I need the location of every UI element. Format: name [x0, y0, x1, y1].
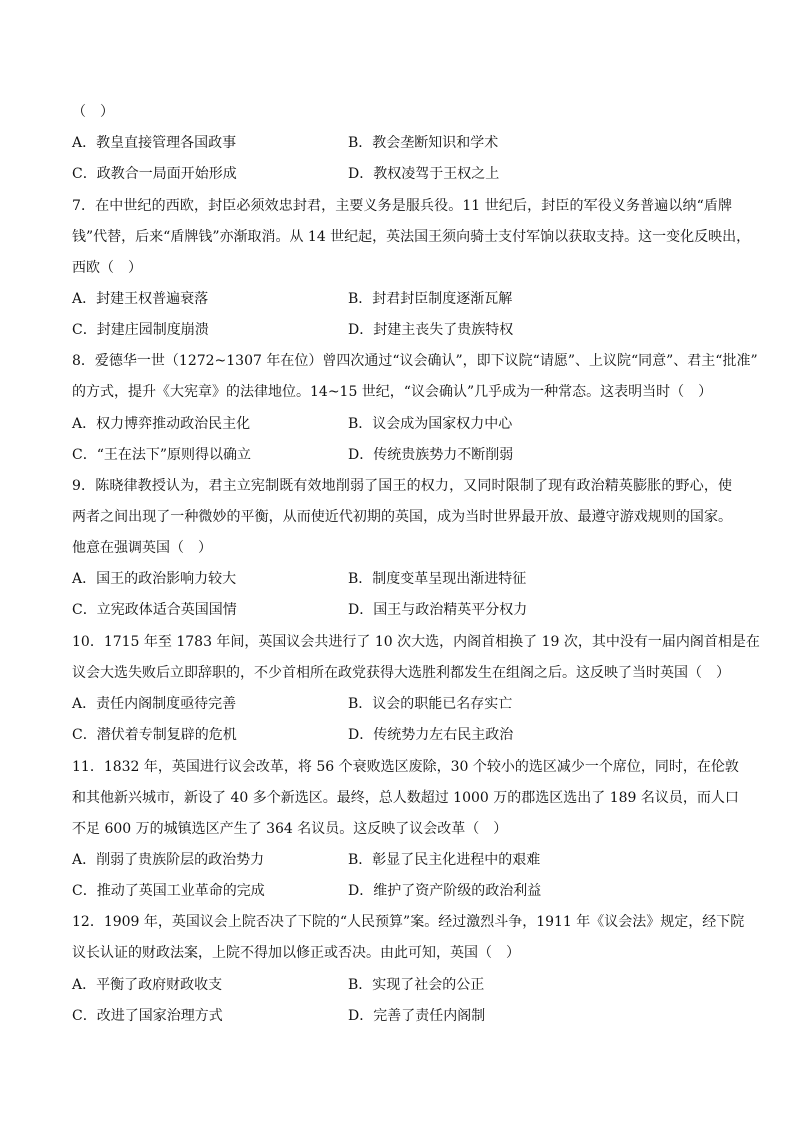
q11-option-c: C．推动了英国工业革命的完成: [72, 883, 265, 899]
q12-stem-line-2: 议长认证的财政法案，上院不得加以修正或否决。由此可知，英国（ ）: [72, 945, 520, 961]
q6-option-a: A．教皇直接管理各国政事: [72, 135, 237, 151]
q8-stem-line-2: 的方式，提升《大宪章》的法律地位。14~15 世纪，“议会确认”几乎成为一种常态。这表明当时（ ）: [72, 384, 713, 400]
q9-option-a: A．国王的政治影响力较大: [72, 571, 237, 587]
q9-stem-line-1: 9．陈晓律教授认为，君主立宪制既有效地削弱了国王的权力，又同时限制了现有政治精英膨胀的野心，使: [72, 478, 732, 494]
q12-option-d: D．完善了责任内阁制: [348, 1008, 486, 1024]
q8-stem-line-1: 8．爱德华一世（1272~1307 年在位）曾四次通过“议会确认”，即下议院“请愿”、上议院“同意”、君主“批准”: [72, 353, 758, 369]
q7-stem-line-1: 7．在中世纪的西欧，封臣必须效忠封君，主要义务是服兵役。11 世纪后，封臣的军役义务普遍以纳“盾牌: [72, 198, 732, 214]
q12-stem-line-1: 12．1909 年，英国议会上院否决了下院的“人民预算”案。经过激烈斗争，1911 年《议会法》规定，经下院: [72, 914, 745, 930]
q9-option-c: C．立宪政体适合英国国情: [72, 602, 237, 618]
q10-option-a: A．责任内阁制度亟待完善: [72, 696, 237, 712]
q10-option-b: B．议会的职能已名存实亡: [348, 696, 513, 712]
q11-option-a: A．削弱了贵族阶层的政治势力: [72, 852, 265, 868]
q12-option-b: B．实现了社会的公正: [348, 977, 485, 993]
q9-option-b: B．制度变革呈现出渐进特征: [348, 571, 527, 587]
q6-option-d: D．教权凌驾于王权之上: [348, 166, 500, 182]
q6-option-c: C．政教合一局面开始形成: [72, 166, 237, 182]
q7-option-d: D．封建主丧失了贵族特权: [348, 322, 514, 338]
q8-option-b: B．议会成为国家权力中心: [348, 416, 513, 432]
q7-option-c: C．封建庄园制度崩溃: [72, 322, 209, 338]
q9-option-d: D．国王与政治精英平分权力: [348, 602, 528, 618]
q9-stem-line-3: 他意在强调英国（ ）: [72, 540, 212, 556]
q11-option-d: D．维护了资产阶级的政治利益: [348, 883, 542, 899]
q11-stem-line-2: 和其他新兴城市，新设了 40 多个新选区。最终，总人数超过 1000 万的郡选区选出了 189 名议员，而人口: [72, 790, 739, 806]
q9-stem-line-2: 两者之间出现了一种微妙的平衡，从而使近代初期的英国，成为当时世界最开放、最遵守游戏规则的国家。: [72, 509, 732, 525]
q11-stem-line-3: 不足 600 万的城镇选区产生了 364 名议员。这反映了议会改革（ ）: [72, 821, 508, 837]
q8-option-d: D．传统贵族势力不断削弱: [348, 447, 514, 463]
q7-stem-line-3: 西欧（ ）: [72, 260, 142, 276]
q10-stem-line-1: 10．1715 年至 1783 年间，英国议会共进行了 10 次大选，内阁首相换了 19 次，其中没有一届内阁首相是在: [72, 634, 760, 650]
q8-option-a: A．权力博弈推动政治民主化: [72, 416, 251, 432]
q10-stem-line-2: 议会大选失败后立即辞职的，不少首相所在政党获得大选胜利都发生在组阁之后。这反映了当时英国（ ）: [72, 665, 730, 681]
q6-option-b: B．教会垄断知识和学术: [348, 135, 499, 151]
q11-stem-line-1: 11．1832 年，英国进行议会改革，将 56 个衰败选区废除，30 个较小的选区减少一个席位，同时，在伦敦: [72, 759, 739, 775]
q7-option-a: A．封建王权普遍衰落: [72, 291, 209, 307]
q11-option-b: B．彰显了民主化进程中的艰难: [348, 852, 541, 868]
q7-stem-line-2: 钱”代替，后来“盾牌钱”亦渐取消。从 14 世纪起，英法国王须向骑士支付军饷以获取支持。这一变化反映出，: [72, 229, 751, 245]
q6-stem-end: （ ）: [72, 104, 114, 120]
q12-option-a: A．平衡了政府财政收支: [72, 977, 223, 993]
q10-option-c: C．潜伏着专制复辟的危机: [72, 727, 237, 743]
q10-option-d: D．传统势力左右民主政治: [348, 727, 514, 743]
q8-option-c: C．“王在法下”原则得以确立: [72, 447, 252, 463]
q7-option-b: B．封君封臣制度逐渐瓦解: [348, 291, 513, 307]
q12-option-c: C．改进了国家治理方式: [72, 1008, 223, 1024]
